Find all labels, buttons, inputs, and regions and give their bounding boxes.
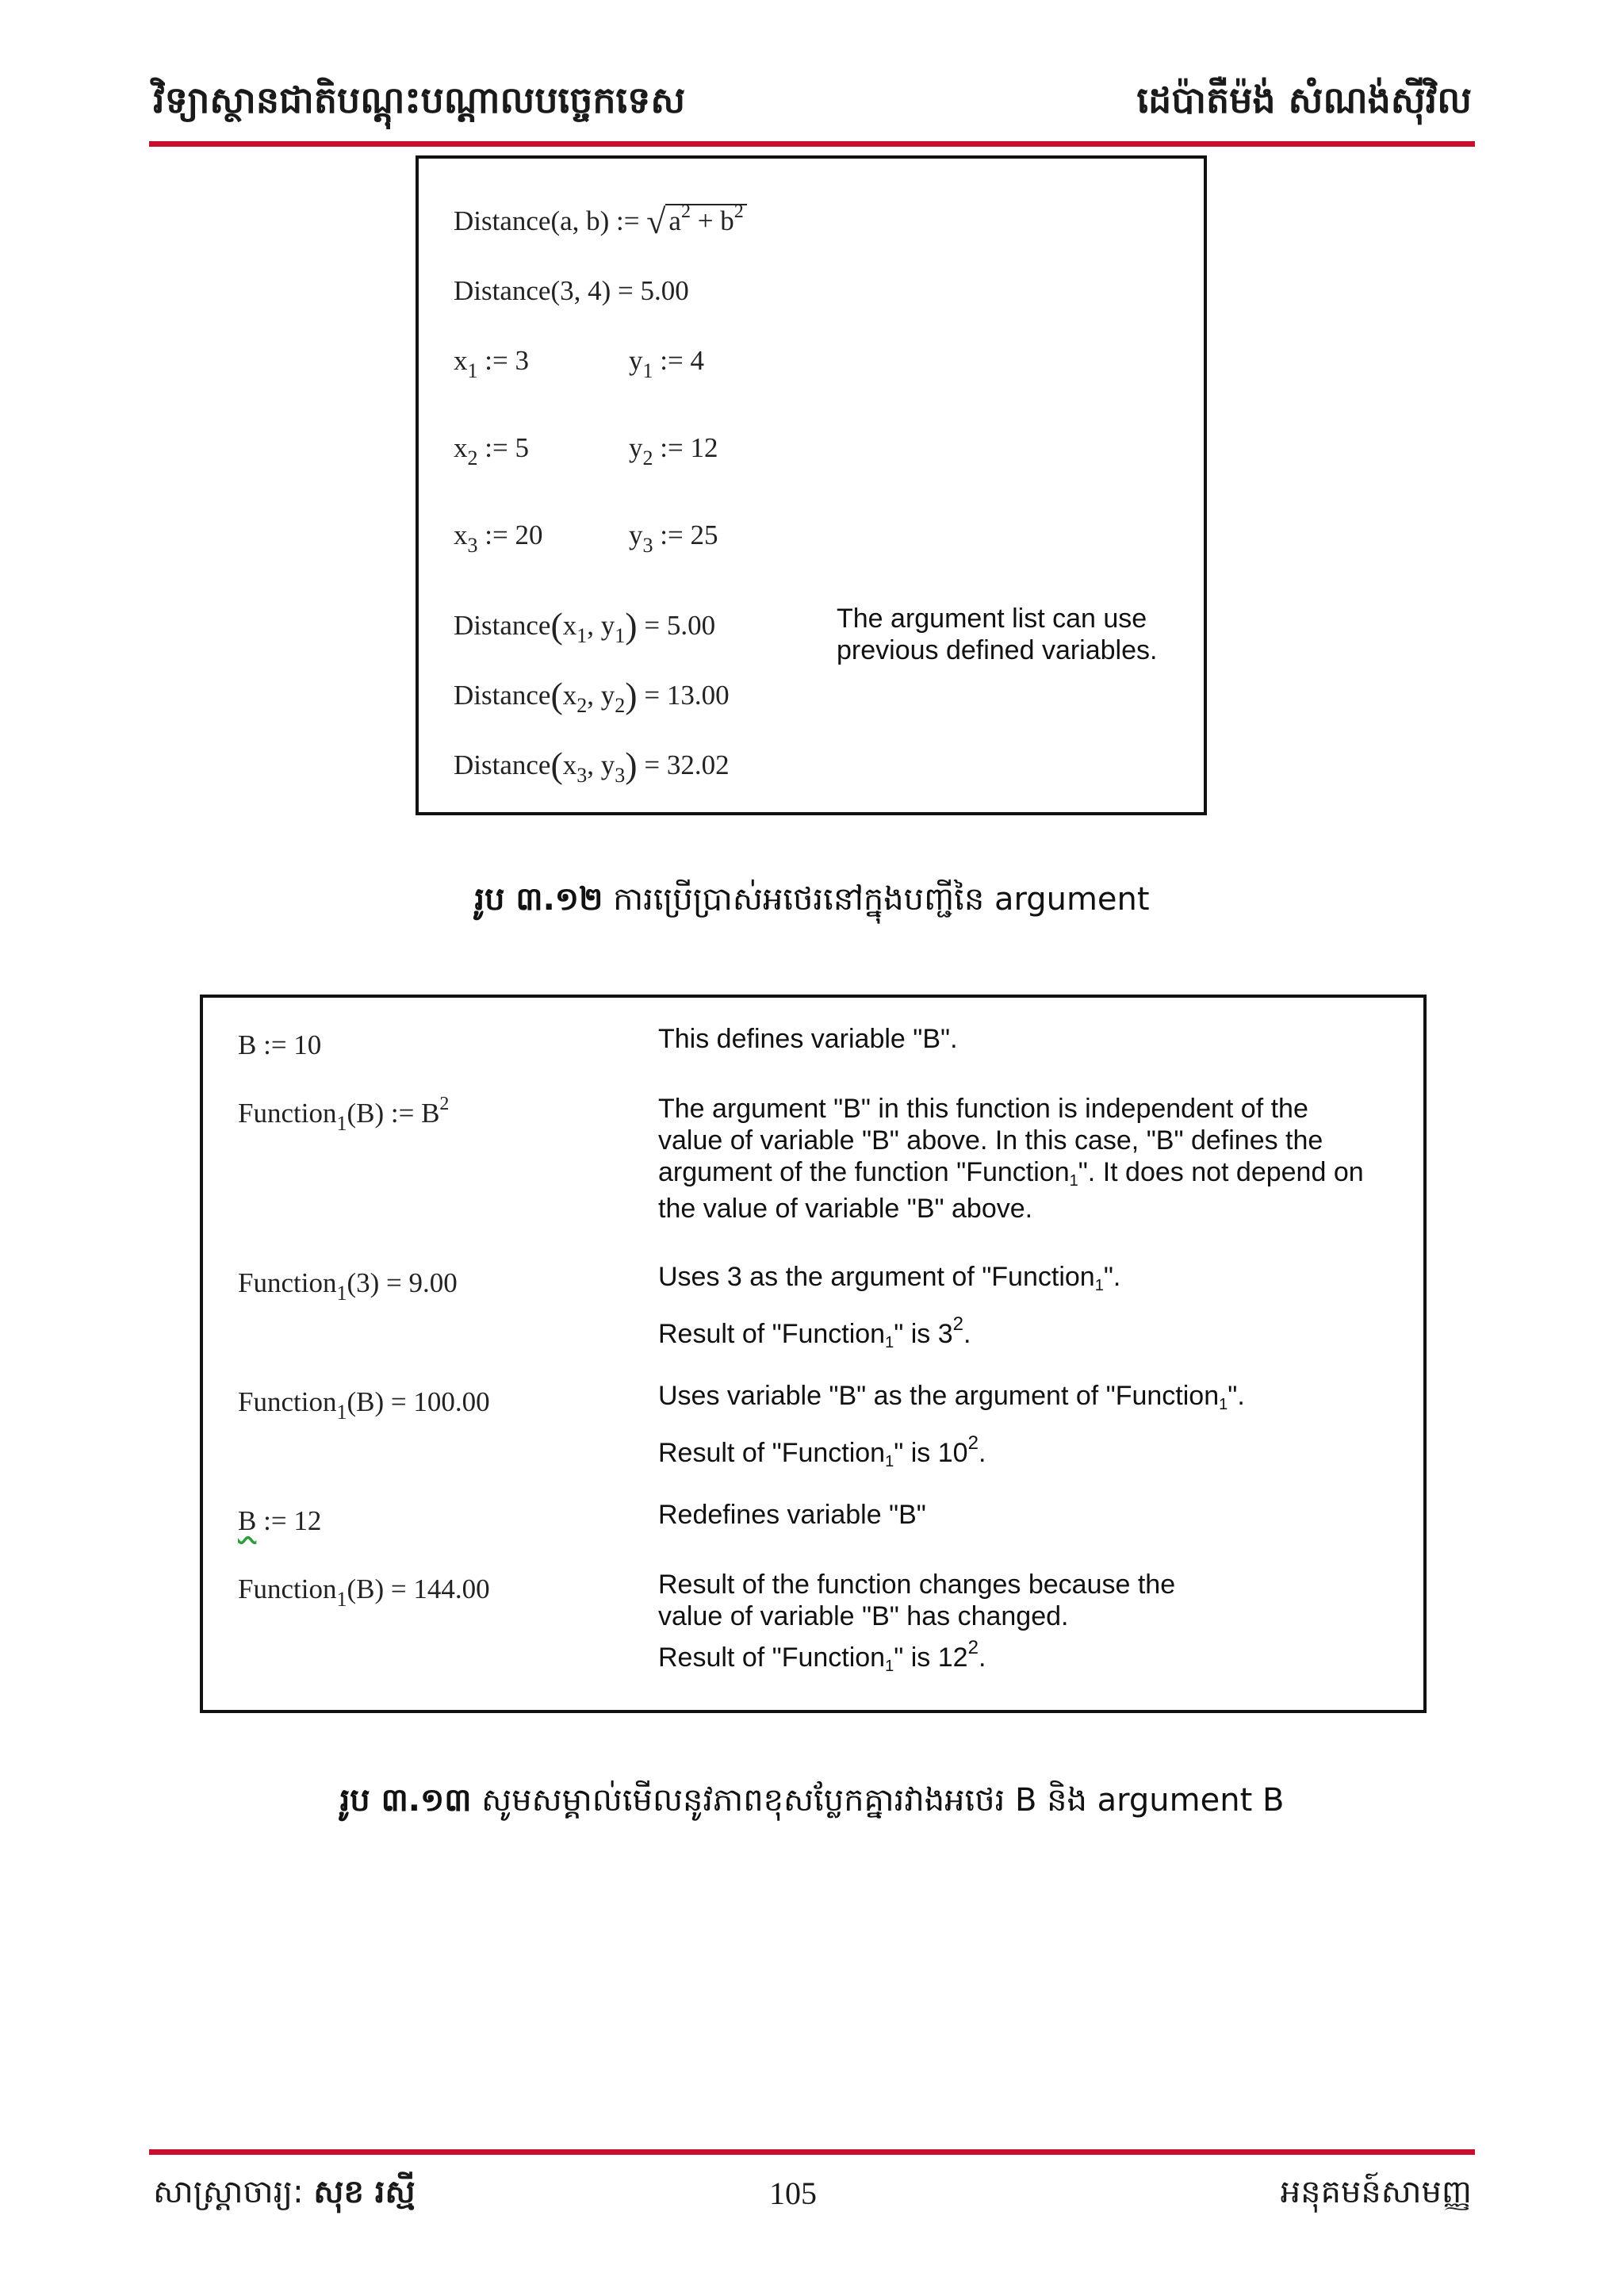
figure-3-12-frame bbox=[416, 155, 1207, 815]
footer-chapter: អនុគមន៍សាមញ្ញ bbox=[1280, 2174, 1472, 2210]
var-x1: $x_1$ := 3 bbox=[454, 345, 529, 382]
note-result-changes: Result of the function changes because the value of variable "B" has changed. bbox=[658, 1570, 1176, 1631]
function1-of-b-144: Function$_1$(B) = 144.00 bbox=[238, 1573, 490, 1611]
var-x3: $x_3$ := 20 bbox=[454, 519, 543, 557]
note-defines-b: This defines variable "B". bbox=[658, 1024, 958, 1054]
note-result-12-squared: Result of "Function$_1$" is $12^2$. bbox=[658, 1637, 986, 1675]
distance-call-2: $Distance(x_2$, $y_2) = 13.00$ bbox=[454, 675, 730, 717]
function1-of-3: Function$_1$(3) = 9.00 bbox=[238, 1267, 458, 1305]
header-department: ដេប៉ាតឺម៉ង់ សំណង់ស៊ីវិល bbox=[1136, 79, 1472, 121]
note-uses-3: Uses 3 as the argument of "Function$_1$". bbox=[658, 1262, 1121, 1294]
note-redefines-b: Redefines variable "B" bbox=[658, 1500, 926, 1530]
header-rule bbox=[149, 141, 1475, 147]
distance-definition: Distance(a, b) := √ $a^2 + b^2$ bbox=[454, 201, 747, 242]
var-y3: $y_3$ := 25 bbox=[629, 519, 718, 557]
function1-of-b-100: Function$_1$(B) = 100.00 bbox=[238, 1386, 490, 1424]
header-institute: វិទ្យាស្ថានជាតិបណ្តុះបណ្តាលបច្ចេកទេស bbox=[153, 79, 686, 121]
footer-rule bbox=[149, 2149, 1475, 2155]
distance-call-1: $Distance(x_1$, $y_1) = 5.00$ bbox=[454, 605, 716, 647]
var-x2: $x_2$ := 5 bbox=[454, 432, 529, 470]
note-result-3-squared: Result of "Function$_1$" is $3^2$. bbox=[658, 1313, 971, 1351]
define-function1: Function$_1$(B) := $B^2$ bbox=[238, 1094, 450, 1135]
argument-list-note: The argument list can use previous defined variables. bbox=[837, 604, 1158, 665]
note-uses-variable-b: Uses variable "B" as the argument of "Function$_1$". bbox=[658, 1381, 1245, 1413]
note-result-10-squared: Result of "Function$_1$" is $10^2$. bbox=[658, 1432, 986, 1470]
note-argument-independent: The argument "B" in this function is independent of the value of variable "B" above. In this case, "B" defines the argument of the function "Function$_1$". It does not depend on the value of variable "B" above. bbox=[658, 1094, 1364, 1224]
figure-3-13-frame bbox=[200, 995, 1427, 1713]
distance-eval-3-4: Distance(3, 4) = 5.00 bbox=[454, 275, 689, 306]
var-y1: $y_1$ := 4 bbox=[629, 345, 704, 382]
figure-3-12-caption: រូប ៣.១២ ការប្រើប្រាស់អថេរនៅក្នុងបញ្ជីនៃ argument bbox=[474, 881, 1150, 918]
figure-3-13-caption: រូប ៣.១៣ សូមសម្គាល់មើលនូវភាពខុសប្លែកគ្នារវាងអថេរ B និង argument B bbox=[339, 1782, 1285, 1819]
var-y2: $y_2$ := 12 bbox=[629, 432, 718, 470]
footer-teacher: សាស្ត្រាចារ្យ: សុខ រស្មី bbox=[153, 2174, 416, 2210]
page-number: 105 bbox=[769, 2175, 817, 2211]
distance-call-3: $Distance(x_3$, $y_3) = 32.02$ bbox=[454, 745, 730, 787]
define-b-10: B := 10 bbox=[238, 1029, 322, 1060]
redefine-b-12: B := 12 bbox=[238, 1505, 322, 1536]
